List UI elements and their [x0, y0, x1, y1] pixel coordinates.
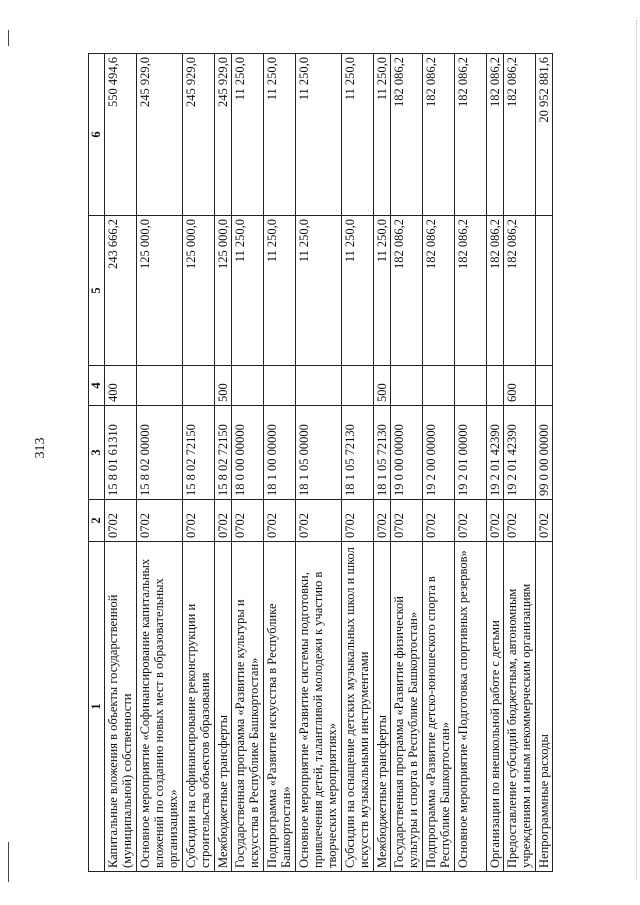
cell-section: 0702: [455, 500, 487, 542]
cell-name: Межбюджетные трансферты: [374, 542, 391, 872]
cell-expense-type: 500: [374, 366, 391, 406]
cell-name: Подпрограмма «Развитие детско-юношеского спорта в Республике Башкортостан»: [423, 542, 455, 872]
cell-amount-col6: 245 929,0: [137, 54, 183, 216]
cell-amount-col6: 245 929,0: [183, 54, 215, 216]
cell-target-article: 19 2 01 42390: [504, 406, 536, 500]
table-row: [183, 54, 215, 872]
cell-amount-col6: 20 952 881,6: [536, 54, 553, 216]
cell-name: Организации по внешкольной работе с детьми: [487, 542, 504, 872]
cell-target-article: 18 1 05 72130: [342, 406, 374, 500]
rotated-table-container: [88, 54, 590, 872]
cell-section: 0702: [215, 500, 232, 542]
cell-amount-col5: 11 250,0: [342, 216, 374, 366]
cell-amount-col5: 125 000,0: [137, 216, 183, 366]
cell-amount-col6: 11 250,0: [264, 54, 296, 216]
cell-name: Субсидии на оснащение детских музыкальных школ и школ искусств музыкальными инструментами: [342, 542, 374, 872]
table-row: [296, 54, 342, 872]
cell-section: 0702: [137, 500, 183, 542]
cell-amount-col5: 182 086,2: [391, 216, 423, 366]
cell-amount-col5: 11 250,0: [232, 216, 264, 366]
cell-target-article: 99 0 00 00000: [536, 406, 553, 500]
cell-amount-col6: 182 086,2: [391, 54, 423, 216]
cell-expense-type: [232, 366, 264, 406]
cell-name: Основное мероприятие «Развитие системы подготовки, привлечения детей, талантливой молодежи к участию в творческих мероприятиях»: [296, 542, 342, 872]
table-row: [137, 54, 183, 872]
cell-target-article: 15 8 02 72150: [183, 406, 215, 500]
cell-expense-type: [423, 366, 455, 406]
table-row: [215, 54, 232, 872]
cell-amount-col6: 182 086,2: [487, 54, 504, 216]
cell-name: Государственная программа «Развитие физической культуры и спорта в Республике Башкортостан»: [391, 542, 423, 872]
cell-section: 0702: [391, 500, 423, 542]
cell-section: 0702: [183, 500, 215, 542]
header-col-3: 3: [89, 406, 105, 500]
cell-amount-col6: 245 929,0: [215, 54, 232, 216]
cell-amount-col5: 125 000,0: [183, 216, 215, 366]
cell-target-article: 19 2 01 00000: [455, 406, 487, 500]
header-col-1: 1: [89, 542, 105, 872]
table-row: [342, 54, 374, 872]
cell-name: Капитальные вложения в объекты государственной (муниципальной) собственности: [105, 542, 137, 872]
cell-amount-col5: 182 086,2: [504, 216, 536, 366]
cell-name: Непрограммные расходы: [536, 542, 553, 872]
scan-border-line: [636, 20, 638, 880]
cell-name: Государственная программа «Развитие культуры и искусства в Республике Башкортостан»: [232, 542, 264, 872]
table-row: [423, 54, 455, 872]
cell-section: 0702: [487, 500, 504, 542]
header-col-4: 4: [89, 366, 105, 406]
cell-name: Предоставление субсидий бюджетным, автономным учреждениям и иным некоммерческим организациям: [504, 542, 536, 872]
cell-section: 0702: [423, 500, 455, 542]
cell-expense-type: [536, 366, 553, 406]
cell-expense-type: [342, 366, 374, 406]
cell-target-article: 18 0 00 00000: [232, 406, 264, 500]
cell-amount-col6: 11 250,0: [232, 54, 264, 216]
cell-amount-col6: 11 250,0: [342, 54, 374, 216]
cell-expense-type: [264, 366, 296, 406]
cell-target-article: 18 1 05 72130: [374, 406, 391, 500]
cell-section: 0702: [105, 500, 137, 542]
cell-target-article: 15 8 02 72150: [215, 406, 232, 500]
cell-expense-type: [487, 366, 504, 406]
cell-amount-col5: 11 250,0: [264, 216, 296, 366]
cell-amount-col5: 243 666,2: [105, 216, 137, 366]
scan-edge-mark: [8, 30, 9, 46]
cell-expense-type: [183, 366, 215, 406]
cell-target-article: 19 2 01 42390: [487, 406, 504, 500]
cell-target-article: 19 0 00 00000: [391, 406, 423, 500]
cell-expense-type: [137, 366, 183, 406]
cell-name: Основное мероприятие «Подготовка спортивных резервов»: [455, 542, 487, 872]
cell-expense-type: 600: [504, 366, 536, 406]
cell-amount-col5: 11 250,0: [296, 216, 342, 366]
cell-amount-col6: 11 250,0: [296, 54, 342, 216]
cell-section: 0702: [296, 500, 342, 542]
table-row: [487, 54, 504, 872]
page-number: 313: [33, 437, 48, 459]
cell-expense-type: [296, 366, 342, 406]
cell-target-article: 18 1 05 00000: [296, 406, 342, 500]
table-row: [232, 54, 264, 872]
scan-edge-mark: [8, 842, 9, 882]
cell-section: 0702: [264, 500, 296, 542]
cell-name: Межбюджетные трансферты: [215, 542, 232, 872]
header-col-6: 6: [89, 54, 105, 216]
table-row: [455, 54, 487, 872]
cell-amount-col5: 182 086,2: [423, 216, 455, 366]
cell-target-article: 15 8 02 00000: [137, 406, 183, 500]
cell-amount-col6: 11 250,0: [374, 54, 391, 216]
cell-expense-type: 500: [215, 366, 232, 406]
table-row: [105, 54, 137, 872]
cell-target-article: 15 8 01 61310: [105, 406, 137, 500]
cell-amount-col6: 182 086,2: [423, 54, 455, 216]
cell-section: 0702: [536, 500, 553, 542]
cell-section: 0702: [232, 500, 264, 542]
cell-amount-col5: [536, 216, 553, 366]
cell-name: Субсидии на софинансирование реконструкции и строительства объектов образования: [183, 542, 215, 872]
cell-amount-col6: 182 086,2: [455, 54, 487, 216]
cell-name: Основное мероприятие «Софинансирование капитальных вложений по созданию новых мест в образовательных организациях»: [137, 542, 183, 872]
cell-expense-type: 400: [105, 366, 137, 406]
header-col-5: 5: [89, 216, 105, 366]
cell-name: Подпрограмма «Развитие искусства в Республике Башкортостан»: [264, 542, 296, 872]
cell-amount-col5: 11 250,0: [374, 216, 391, 366]
table-row: [504, 54, 536, 872]
table-row: [264, 54, 296, 872]
cell-target-article: 19 2 00 00000: [423, 406, 455, 500]
header-col-2: 2: [89, 500, 105, 542]
cell-amount-col5: 182 086,2: [455, 216, 487, 366]
cell-section: 0702: [374, 500, 391, 542]
cell-section: 0702: [342, 500, 374, 542]
cell-expense-type: [455, 366, 487, 406]
budget-table: [88, 53, 553, 872]
table-row: [536, 54, 553, 872]
table-row: [391, 54, 423, 872]
cell-expense-type: [391, 366, 423, 406]
table-row: [374, 54, 391, 872]
cell-section: 0702: [504, 500, 536, 542]
cell-amount-col5: 182 086,2: [487, 216, 504, 366]
cell-amount-col6: 550 494,6: [105, 54, 137, 216]
cell-amount-col6: 182 086,2: [504, 54, 536, 216]
header-row: [89, 54, 105, 872]
cell-amount-col5: 125 000,0: [215, 216, 232, 366]
cell-target-article: 18 1 00 00000: [264, 406, 296, 500]
